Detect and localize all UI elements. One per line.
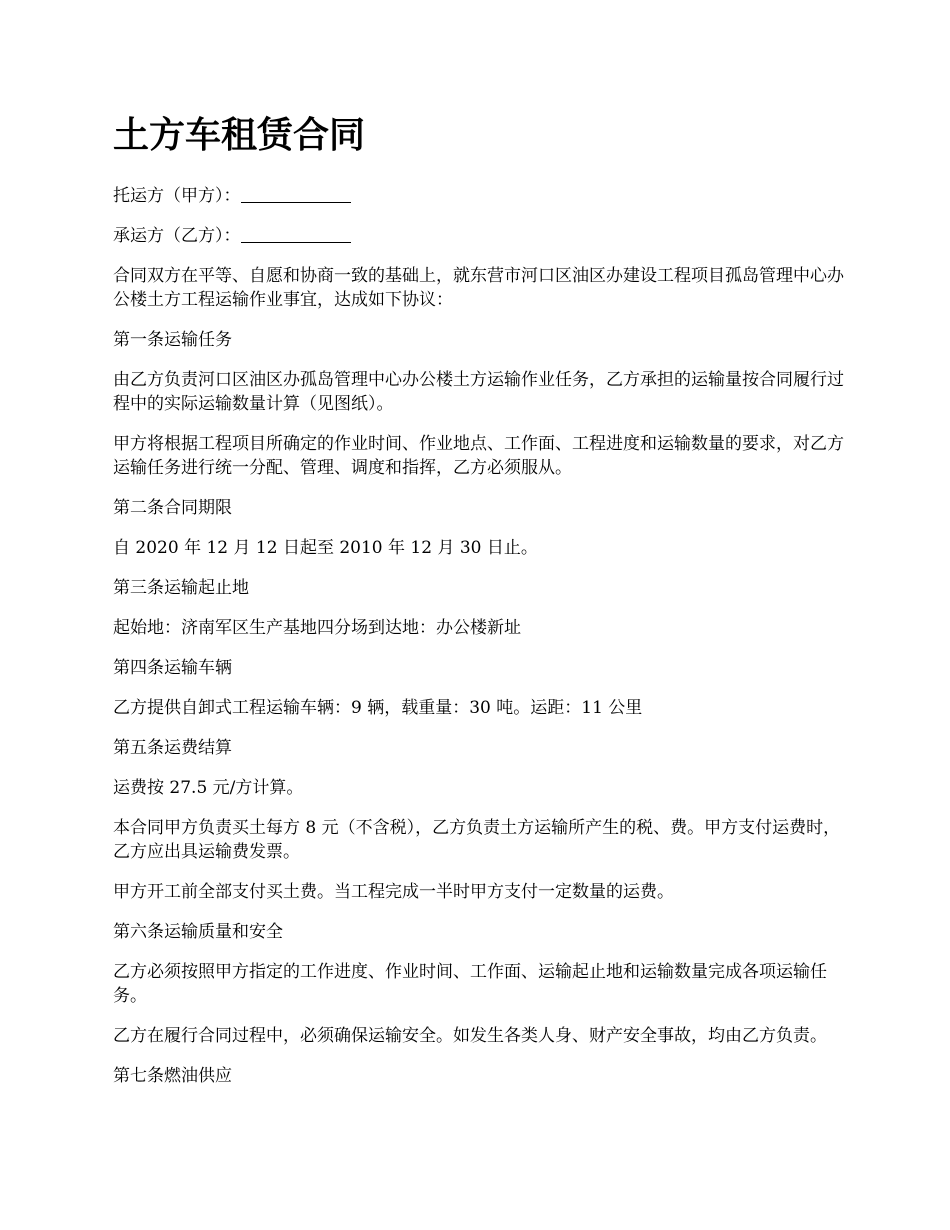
party-b-label: 承运方（乙方）： <box>113 226 241 246</box>
party-a-label: 托运方（甲方）： <box>113 186 241 206</box>
article-1-paragraph-1: 由乙方负责河口区油区办孤岛管理中心办公楼土方运输作业任务，乙方承担的运输量按合同履行过程中的实际运输数量计算（见图纸）。 <box>113 370 844 414</box>
contract-page <box>113 112 848 1104</box>
article-4-heading: 第四条运输车辆 <box>113 658 232 678</box>
article-5-paragraph-1: 运费按 27.5 元/方计算。 <box>113 778 304 798</box>
party-b-blank <box>241 224 351 243</box>
article-6-paragraph-2: 乙方在履行合同过程中，必须确保运输安全。如发生各类人身、财产安全事故，均由乙方负责。 <box>113 1026 827 1046</box>
article-5-heading: 第五条运费结算 <box>113 738 232 758</box>
article-3-paragraph: 起始地：济南军区生产基地四分场到达地：办公楼新址 <box>113 618 521 638</box>
article-7-heading: 第七条燃油供应 <box>113 1066 232 1086</box>
document-title: 土方车租赁合同 <box>113 115 366 156</box>
article-5-paragraph-2: 本合同甲方负责买土每方 8 元（不含税），乙方负责土方运输所产生的税、费。甲方支付运费时，乙方应出具运输费发票。 <box>113 818 841 862</box>
article-3-heading: 第三条运输起止地 <box>113 578 249 598</box>
article-2-paragraph: 自 2020 年 12 月 12 日起至 2010 年 12 月 30 日止。 <box>113 538 538 558</box>
preamble-paragraph: 合同双方在平等、自愿和协商一致的基础上，就东营市河口区油区办建设工程项目孤岛管理中心办公楼土方工程运输作业事宜，达成如下协议： <box>113 266 844 310</box>
party-a-blank <box>241 184 351 203</box>
article-1-paragraph-2: 甲方将根据工程项目所确定的作业时间、作业地点、工作面、工程进度和运输数量的要求，对乙方运输任务进行统一分配、管理、调度和指挥，乙方必须服从。 <box>113 434 844 478</box>
article-1-heading: 第一条运输任务 <box>113 330 232 350</box>
article-2-heading: 第二条合同期限 <box>113 498 232 518</box>
article-6-paragraph-1: 乙方必须按照甲方指定的工作进度、作业时间、工作面、运输起止地和运输数量完成各项运输任务。 <box>113 962 827 1006</box>
article-5-paragraph-3: 甲方开工前全部支付买土费。当工程完成一半时甲方支付一定数量的运费。 <box>113 882 674 902</box>
article-6-heading: 第六条运输质量和安全 <box>113 922 283 942</box>
party-a-line <box>113 184 848 208</box>
party-b-line <box>113 224 848 248</box>
article-4-paragraph: 乙方提供自卸式工程运输车辆：9 辆，载重量：30 吨。运距：11 公里 <box>113 698 643 718</box>
